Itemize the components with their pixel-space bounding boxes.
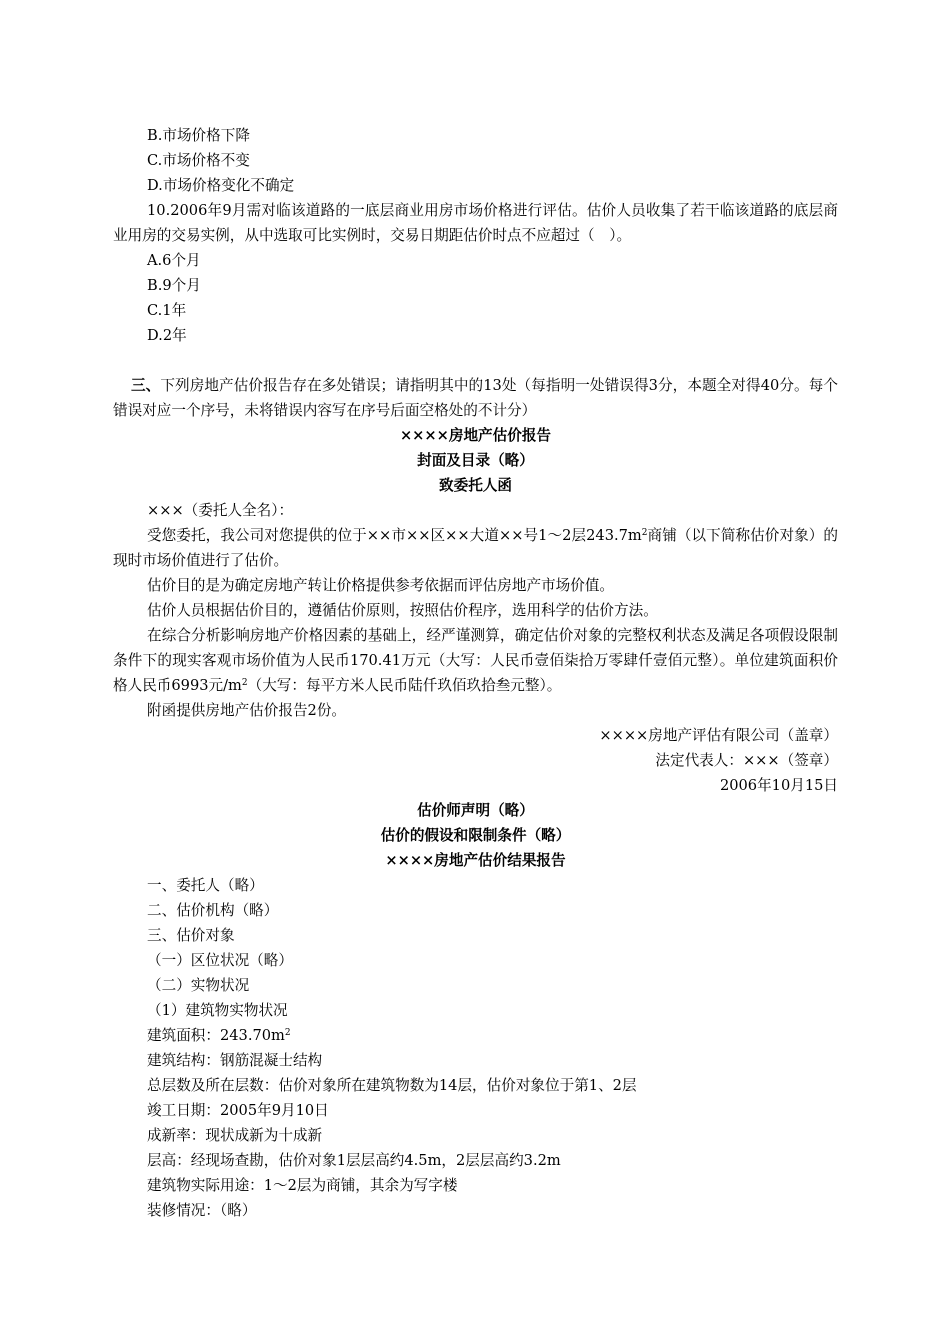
letter-paragraph-2: 估价目的是为确定房地产转让价格提供参考依据而评估房地产市场价值。 [147,577,615,594]
q9-option-b: B.市场价格下降 [147,127,250,144]
letter-paragraph-5: 附函提供房地产估价报告2份。 [147,702,347,719]
list-item: （一）区位状况（略） [147,952,293,969]
list-item: （二）实物状况 [147,977,250,994]
detail-line: 成新率：现状成新为十成新 [147,1127,323,1144]
detail-line: 层高：经现场查勘，估价对象1层层高约4.5m，2层层高约3.2m [147,1152,561,1169]
company-signature: ××××房地产评估有限公司（盖章） [599,727,838,744]
letter-date: 2006年10月15日 [719,777,838,794]
letter-paragraph-4 [113,623,838,698]
building-area [113,1023,838,1048]
list-item: 二、估价机构（略） [147,902,279,919]
detail-line: 建筑结构：钢筋混凝士结构 [147,1052,323,1069]
superscript: 2 [641,528,648,538]
superscript: 2 [241,678,248,688]
detail-line: 装修情况：（略） [147,1202,257,1219]
document-page [113,123,838,1223]
q10-option-b: B.9个月 [147,277,201,294]
salutation: ×××（委托人全名）： [147,502,294,519]
legal-representative: 法定代表人：×××（签章） [655,752,838,769]
q9-option-d: D.市场价格变化不确定 [147,177,295,194]
letter-p4-text-b: （大写：每平方米人民币陆仟玖佰玖拾叁元整）。 [247,677,562,694]
list-item: 一、委托人（略） [147,877,264,894]
letter-p4-text-a: 在综合分析影响房地产价格因素的基础上，经严谨测算，确定估价对象的完整权利状态及满足各项假设限制条件下的现实客观市场价值为人民币170.41万元（大写：人民币壹佰柒拾万零肆仟壹佰元整）。单位建筑面积价格人民币6993元/m [113,627,838,694]
letter-paragraph-1 [113,523,838,573]
q9-option-c: C.市场价格不变 [147,152,250,169]
list-item: 三、估价对象 [147,927,235,944]
cover-heading: 封面及目录（略） [417,452,534,469]
q10-option-a: A.6个月 [147,252,201,269]
question-10: 10.2006年9月需对临该道路的一底层商业用房市场价格进行评估。估价人员收集了若干临该道路的底层商业用房的交易实例，从中选取可比实例时，交易日期距估价时点不应超过（ ）。 [113,202,838,244]
letter-p1-text-b: 商铺（以下简称估价对象）的现时市场价值进行了估价。 [113,527,838,569]
spacer [113,348,838,373]
result-report-heading: ××××房地产估价结果报告 [385,852,566,869]
q10-option-c: C.1年 [147,302,187,319]
q10-option-d: D.2年 [147,327,187,344]
statement-heading: 估价师声明（略） [417,802,534,819]
building-area-text: 建筑面积：243.70m [147,1027,285,1044]
section-3-label: 三、 [131,377,161,394]
section-3-text: 下列房地产估价报告存在多处错误；请指明其中的13处（每指明一处错误得3分，本题全对得40分。每个错误对应一个序号，未将错误内容写在序号后面空格处的不计分） [113,377,838,419]
detail-line: 建筑物实际用途：1～2层为商铺，其余为写字楼 [147,1177,458,1194]
detail-line: 竣工日期：2005年9月10日 [147,1102,329,1119]
superscript: 2 [284,1028,291,1038]
letter-paragraph-3: 估价人员根据估价目的，遵循估价原则，按照估价程序，选用科学的估价方法。 [147,602,658,619]
assumptions-heading: 估价的假设和限制条件（略） [380,827,571,844]
section-3-instructions [113,373,838,423]
report-title: ××××房地产估价报告 [399,427,552,444]
letter-title: 致委托人函 [439,477,512,494]
list-item: （1）建筑物实物状况 [147,1002,288,1019]
letter-p1-text-a: 受您委托，我公司对您提供的位于××市××区××大道××号1～2层243.7m [147,527,642,544]
detail-line: 总层数及所在层数：估价对象所在建筑物数为14层，估价对象位于第1、2层 [147,1077,637,1094]
